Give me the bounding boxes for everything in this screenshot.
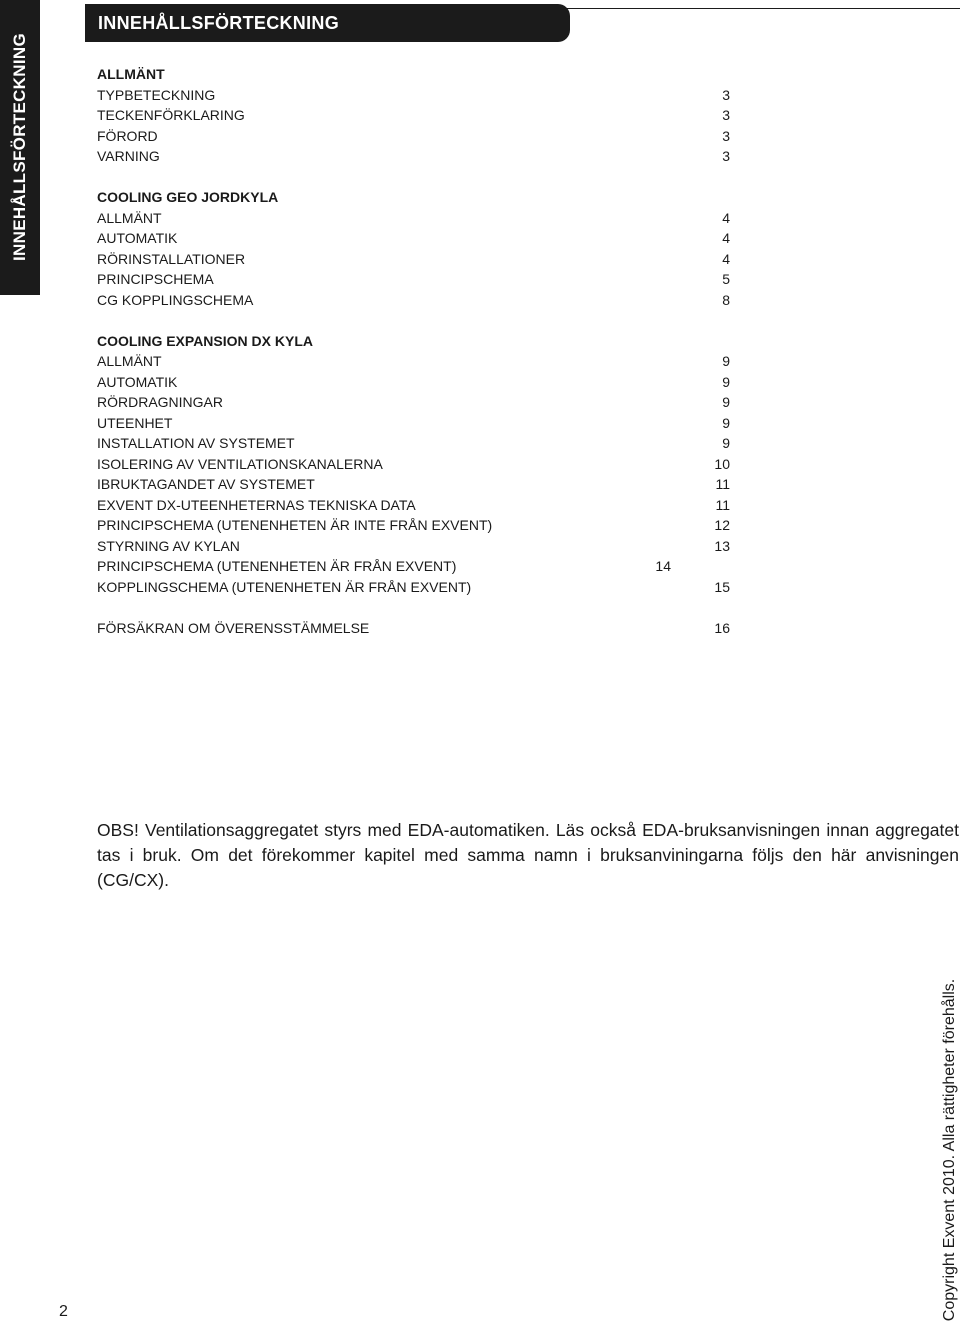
- toc-entry-label: FÖRSÄKRAN OM ÖVERENSSTÄMMELSE: [97, 619, 370, 636]
- toc-entry[interactable]: [97, 515, 737, 536]
- toc-entry-label: CG KOPPLINGSCHEMA: [97, 291, 254, 308]
- toc-entry-page: 9: [722, 414, 730, 431]
- toc-entry-label: INSTALLATION AV SYSTEMET: [97, 435, 295, 451]
- toc-entry[interactable]: [97, 474, 737, 495]
- toc-entry-label: PRINCIPSCHEMA: [97, 271, 214, 287]
- toc-entry-label: COOLING GEO JORDKYLA: [97, 189, 279, 205]
- toc-entry-label: ALLMÄNT: [97, 209, 162, 226]
- toc-entry[interactable]: [97, 433, 737, 454]
- toc-entry-page: 9: [722, 373, 730, 390]
- toc-entry-page: 10: [714, 455, 730, 472]
- toc-entry[interactable]: [97, 208, 737, 229]
- toc-entry[interactable]: [97, 556, 737, 577]
- toc-entry-label: RÖRINSTALLATIONER: [97, 250, 246, 267]
- toc-section-heading[interactable]: [97, 331, 737, 352]
- toc-entry-page: 8: [722, 291, 730, 308]
- toc-entry-page: 4: [722, 209, 730, 226]
- toc-section-heading[interactable]: [97, 64, 737, 85]
- toc-entry[interactable]: [97, 85, 737, 106]
- toc-entry-page: 4: [722, 230, 730, 246]
- toc-entry-page: 15: [714, 578, 730, 595]
- table-of-contents: [97, 64, 737, 659]
- toc-entry-page: 9: [722, 435, 730, 451]
- page-number: 2: [59, 1303, 68, 1320]
- toc-entry-page: 16: [714, 619, 730, 636]
- toc-entry-page: 3: [722, 127, 730, 144]
- toc-section-heading[interactable]: [97, 187, 737, 208]
- toc-entry-page: 12: [714, 517, 730, 533]
- obs-note: OBS! Ventilationsaggregatet styrs med EDA-automatiken. Läs också EDA-bruksanvisningen innan aggregatet tas i bruk. Om det förekommer kapitel med samma namn i bruksanviningarna följs den här anvisningen (CG/CX).: [97, 820, 959, 890]
- toc-entry[interactable]: [97, 372, 737, 393]
- page-title: INNEHÅLLSFÖRTECKNING: [98, 13, 339, 33]
- toc-entry-page: 9: [722, 353, 730, 369]
- toc-entry-label: AUTOMATIK: [97, 230, 178, 246]
- copyright-notice: Copyright Exvent 2010. Alla rättigheter förehålls.: [941, 978, 958, 1322]
- toc-entry-label: TECKENFÖRKLARING: [97, 107, 245, 123]
- toc-entry-page: 4: [722, 250, 730, 267]
- toc-entry[interactable]: [97, 146, 737, 167]
- toc-group: [97, 331, 737, 598]
- toc-entry[interactable]: [97, 618, 737, 639]
- toc-entry[interactable]: [97, 228, 737, 249]
- toc-entry[interactable]: [97, 454, 737, 475]
- toc-entry-page: 11: [715, 476, 730, 492]
- side-tab: [0, 0, 40, 295]
- toc-entry-page: 3: [722, 107, 730, 123]
- toc-group: [97, 187, 737, 310]
- toc-entry[interactable]: [97, 105, 737, 126]
- toc-entry-page: 3: [722, 148, 730, 164]
- section-header: [85, 4, 570, 42]
- toc-entry-label: TYPBETECKNING: [97, 86, 216, 103]
- toc-entry-label: ISOLERING AV VENTILATIONSKANALERNA: [97, 455, 383, 472]
- toc-group: [97, 64, 737, 167]
- toc-entry-label: KOPPLINGSCHEMA (UTENENHETEN ÄR FRÅN EXVENT): [97, 578, 472, 595]
- toc-entry-label: FÖRORD: [97, 127, 158, 144]
- toc-entry-label: RÖRDRAGNINGAR: [97, 394, 224, 410]
- toc-entry-label: EXVENT DX-UTEENHETERNAS TEKNISKA DATA: [97, 496, 416, 513]
- toc-entry-label: IBRUKTAGANDET AV SYSTEMET: [97, 476, 315, 492]
- toc-entry-page: 13: [714, 537, 730, 554]
- toc-entry-page: 3: [722, 86, 730, 103]
- toc-entry-label: PRINCIPSCHEMA (UTENENHETEN ÄR INTE FRÅN EXVENT): [97, 517, 493, 533]
- toc-entry-label: PRINCIPSCHEMA (UTENENHETEN ÄR FRÅN EXVENT): [97, 558, 457, 574]
- toc-entry[interactable]: [97, 269, 737, 290]
- toc-entry-label: UTEENHET: [97, 414, 173, 431]
- toc-entry[interactable]: [97, 351, 737, 372]
- toc-entry-label: COOLING EXPANSION DX KYLA: [97, 332, 313, 349]
- toc-entry[interactable]: [97, 536, 737, 557]
- toc-entry-label: AUTOMATIK: [97, 373, 178, 390]
- toc-entry-page: 14: [655, 558, 671, 574]
- toc-entry-label: STYRNING AV KYLAN: [97, 537, 240, 554]
- toc-entry-label: VARNING: [97, 148, 160, 164]
- toc-entry[interactable]: [97, 392, 737, 413]
- side-tab-label: INNEHÅLLSFÖRTECKNING: [10, 33, 29, 261]
- toc-entry[interactable]: [97, 413, 737, 434]
- toc-entry-label: ALLMÄNT: [97, 353, 162, 369]
- toc-entry-page: 9: [722, 394, 730, 410]
- toc-entry[interactable]: [97, 577, 737, 598]
- toc-entry-label: ALLMÄNT: [97, 66, 165, 82]
- toc-entry-page: 5: [722, 271, 730, 287]
- toc-entry-page: 11: [715, 496, 730, 513]
- toc-entry[interactable]: [97, 495, 737, 516]
- toc-entry[interactable]: [97, 126, 737, 147]
- toc-entry[interactable]: [97, 249, 737, 270]
- toc-entry[interactable]: [97, 290, 737, 311]
- toc-group: [97, 618, 737, 639]
